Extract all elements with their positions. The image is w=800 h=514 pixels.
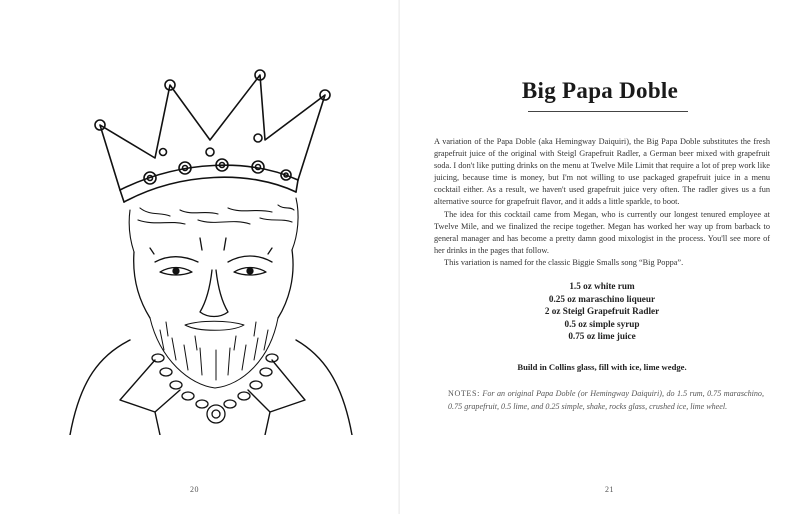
page-number-right: 21 xyxy=(605,485,614,494)
notes-text: For an original Papa Doble (or Hemingway Daiquiri), do 1.5 rum, 0.75 maraschino, 0.75 grapefruit, 0.5 lime, and 0.25 simple, shake, rocks glass, crushed ice, lime wheel. xyxy=(448,389,764,411)
hair-drawing xyxy=(129,198,298,252)
method-instructions: Build in Collins glass, fill with ice, lime wedge. xyxy=(517,362,687,372)
face-drawing xyxy=(134,238,293,318)
recipe-title: Big Papa Doble xyxy=(521,78,679,103)
ingredient-item: 2 oz Steigl Grapefruit Radler xyxy=(544,306,660,317)
ingredient-item: 1.5 oz white rum xyxy=(569,281,635,291)
description-paragraph: This variation is named for the classic Biggie Smalls song “Big Poppa”. xyxy=(444,257,684,267)
description-paragraph: A variation of the Papa Doble (aka Hemingway Daiquiri), the Big Papa Doble substitutes the fresh grapefruit juice of the original with Steigl Grapefruit Radler, a German beer mixed with grapefruit soda. I don't like putting drinks on the menu at Twelve Mile Limit that require a lot of prep work like juicing, because time is money, but I'm not willing to use packaged grapefruit juice in a menu cocktail either. As a result, we haven't used grapefruit juice very often. The radler gives us a fun alternative source for grapefruit flavor, and it adds a little sparkle, to boot. xyxy=(434,137,770,207)
description-paragraph: The idea for this cocktail came from Megan, who is currently our longest tenured employee at Twelve Mile, and we finalized the recipe together. Megan has worked her way up from barback to general manager and has become a pretty damn good mixologist in the process. You'll see more of her drinks in the pages that follow. xyxy=(434,209,770,255)
recipe-notes xyxy=(448,388,764,413)
ingredient-item: 0.25 oz maraschino liqueur xyxy=(548,293,656,304)
crown-drawing xyxy=(95,70,330,202)
page-number-left: 20 xyxy=(190,485,199,494)
portrait-illustration xyxy=(60,40,360,435)
beard-drawing xyxy=(150,318,278,388)
ingredient-list xyxy=(400,280,800,343)
right-page xyxy=(400,0,800,514)
title-divider xyxy=(528,111,688,112)
recipe-description xyxy=(434,136,770,269)
ingredient-item: 0.5 oz simple syrup xyxy=(564,318,640,329)
notes-label: NOTES: xyxy=(448,389,480,398)
ingredient-item: 0.75 oz lime juice xyxy=(568,331,636,342)
